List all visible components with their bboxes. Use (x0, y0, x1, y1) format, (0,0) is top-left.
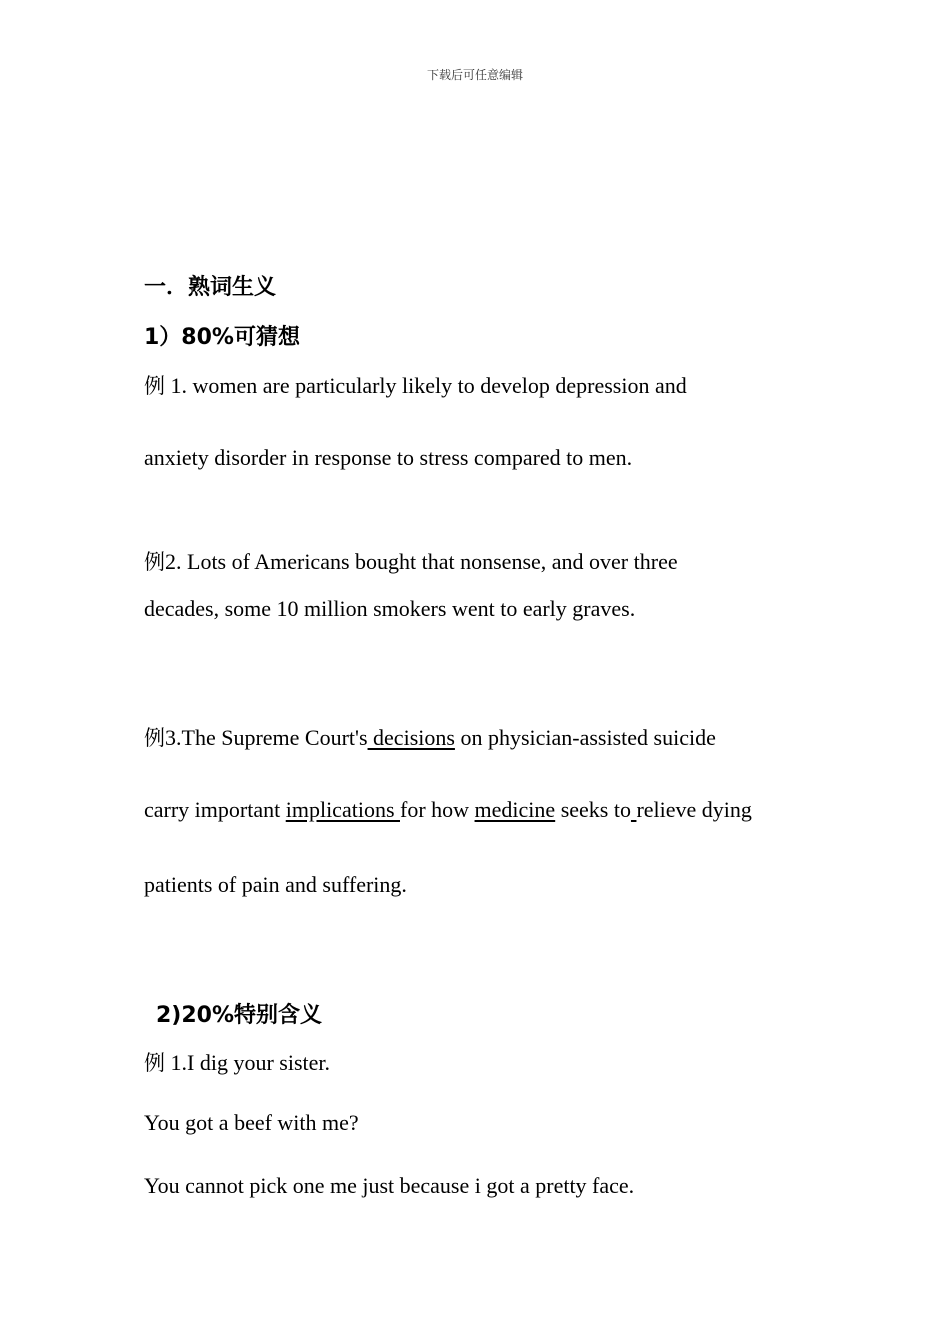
part1-ex1-line2: anxiety disorder in response to stress compared to men. (144, 445, 633, 470)
example-label: 例 (144, 550, 165, 574)
underlined-word-implications: implications (285, 797, 400, 822)
example-label: 例 (144, 726, 165, 750)
part1-ex3-line2 (144, 797, 752, 823)
example-text: 3.The Supreme Court's (165, 725, 368, 750)
part2-ex1-line1 (144, 1047, 330, 1077)
part1-ex3-line3: patients of pain and suffering. (144, 872, 407, 897)
part1-ex1-line1 (144, 370, 687, 400)
example-text: . Lots of Americans bought that nonsense, and over three (176, 549, 678, 574)
section-title: 一．熟词生义 (144, 275, 277, 300)
example-text: for how (400, 797, 475, 822)
example-label: 例 (144, 1051, 165, 1075)
part1-ex3-line1 (144, 722, 716, 752)
example-number: 1 (165, 373, 182, 398)
part2-ex1-line2: You got a beef with me? (144, 1110, 359, 1135)
example-text: 1.I dig your sister. (165, 1050, 330, 1075)
example-text: relieve dying (636, 797, 752, 822)
underlined-word-medicine: medicine (474, 797, 556, 822)
example-text: carry important (144, 797, 286, 822)
example-text: . women are particularly likely to develop depression and (181, 373, 687, 398)
example-text: on physician-assisted suicide (454, 725, 716, 750)
example-label: 例 (144, 374, 165, 398)
part2-ex1-line3: You cannot pick one me just because i got a pretty face. (144, 1173, 635, 1198)
part1-title: 1）80%可猜想 (144, 325, 300, 350)
part1-ex2-line1 (144, 546, 678, 576)
part2-title: 2)20%特别含义 (156, 1003, 323, 1028)
underlined-word-decisions: decisions (367, 725, 455, 750)
page-header: 下载后可任意编辑 (426, 68, 523, 82)
example-number: 2 (165, 549, 176, 574)
part1-ex2-line2: decades, some 10 million smokers went to early graves. (144, 596, 636, 621)
example-text: seeks to (555, 797, 631, 822)
